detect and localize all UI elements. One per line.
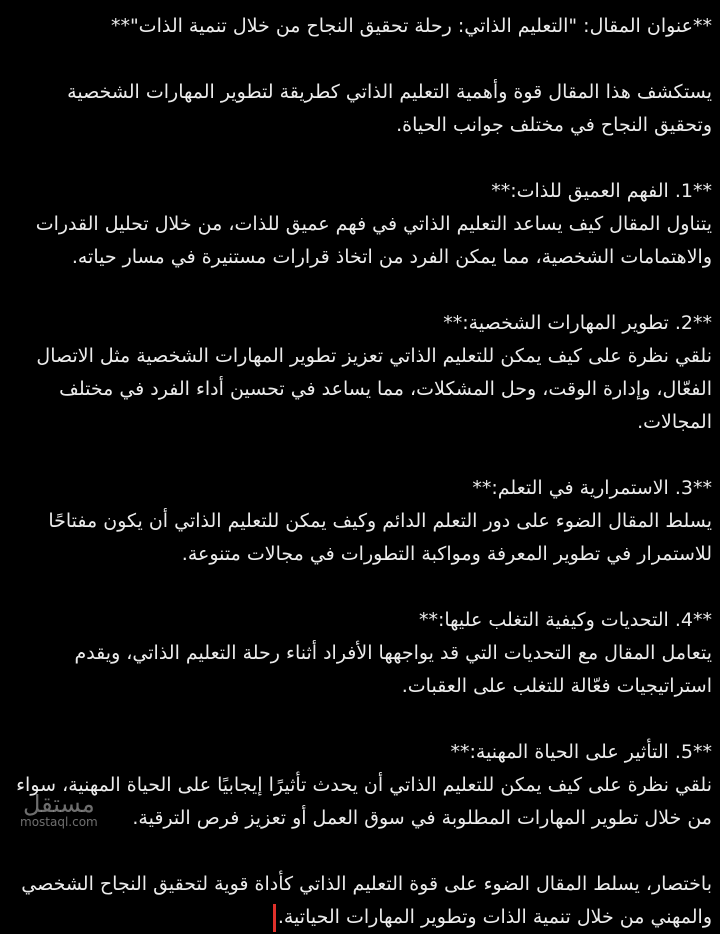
section-5-body: نلقي نظرة على كيف يمكن للتعليم الذاتي أن يحدث تأثيرًا إيجابيًا على الحياة المهنية، سواء من خلال تطوير المهارات المطلوبة في سوق العمل أو تعزيز فرص الترقية. xyxy=(16,774,712,829)
text-cursor xyxy=(273,904,276,932)
article-title xyxy=(8,10,712,43)
document-body[interactable] xyxy=(8,10,712,934)
conclusion-text: باختصار، يسلط المقال الضوء على قوة التعليم الذاتي كأداة قوية لتحقيق النجاح الشخصي والمهني من خلال تنمية الذات وتطوير المهارات الحياتية. xyxy=(21,873,712,928)
section-5 xyxy=(8,736,712,835)
intro-text: يستكشف هذا المقال قوة وأهمية التعليم الذاتي كطريقة لتطوير المهارات الشخصية وتحقيق النجاح في مختلف جوانب الحياة. xyxy=(67,81,712,136)
watermark-logo-text: مستقل xyxy=(22,790,95,818)
article-title-text: **عنوان المقال: "التعليم الذاتي: رحلة تحقيق النجاح من خلال تنمية الذات"** xyxy=(110,15,712,37)
section-4-body: يتعامل المقال مع التحديات التي قد يواجهها الأفراد أثناء رحلة التعليم الذاتي، ويقدم استراتيجيات فعّالة للتغلب على العقبات. xyxy=(74,642,712,697)
conclusion-paragraph xyxy=(8,868,712,934)
section-1-body: يتناول المقال كيف يساعد التعليم الذاتي في فهم عميق للذات، من خلال تحليل القدرات والاهتمامات الشخصية، مما يمكن الفرد من اتخاذ قرارات مستنيرة في مسار حياته. xyxy=(35,213,712,268)
section-4-heading: **4. التحديات وكيفية التغلب عليها:** xyxy=(418,609,712,631)
section-1-heading: **1. الفهم العميق للذات:** xyxy=(491,180,712,202)
section-2 xyxy=(8,307,712,439)
section-2-heading: **2. تطوير المهارات الشخصية:** xyxy=(443,312,712,334)
section-3 xyxy=(8,472,712,571)
section-4 xyxy=(8,604,712,703)
section-3-body: يسلط المقال الضوء على دور التعلم الدائم وكيف يمكن للتعليم الذاتي أن يكون مفتاحًا للاستمرار في تطوير المعرفة ومواكبة التطورات في مجالات متنوعة. xyxy=(48,510,712,565)
section-1 xyxy=(8,175,712,274)
section-3-heading: **3. الاستمرارية في التعلم:** xyxy=(472,477,712,499)
section-2-body: نلقي نظرة على كيف يمكن للتعليم الذاتي تعزيز تطوير المهارات الشخصية مثل الاتصال الفعّال، وإدارة الوقت، وحل المشكلات، مما يساعد في تحسين أداء الفرد في مختلف المجالات. xyxy=(36,345,712,433)
section-5-heading: **5. التأثير على الحياة المهنية:** xyxy=(450,741,712,763)
watermark-url: mostaql.com xyxy=(20,815,98,829)
intro-paragraph xyxy=(8,76,712,142)
watermark xyxy=(20,792,98,828)
